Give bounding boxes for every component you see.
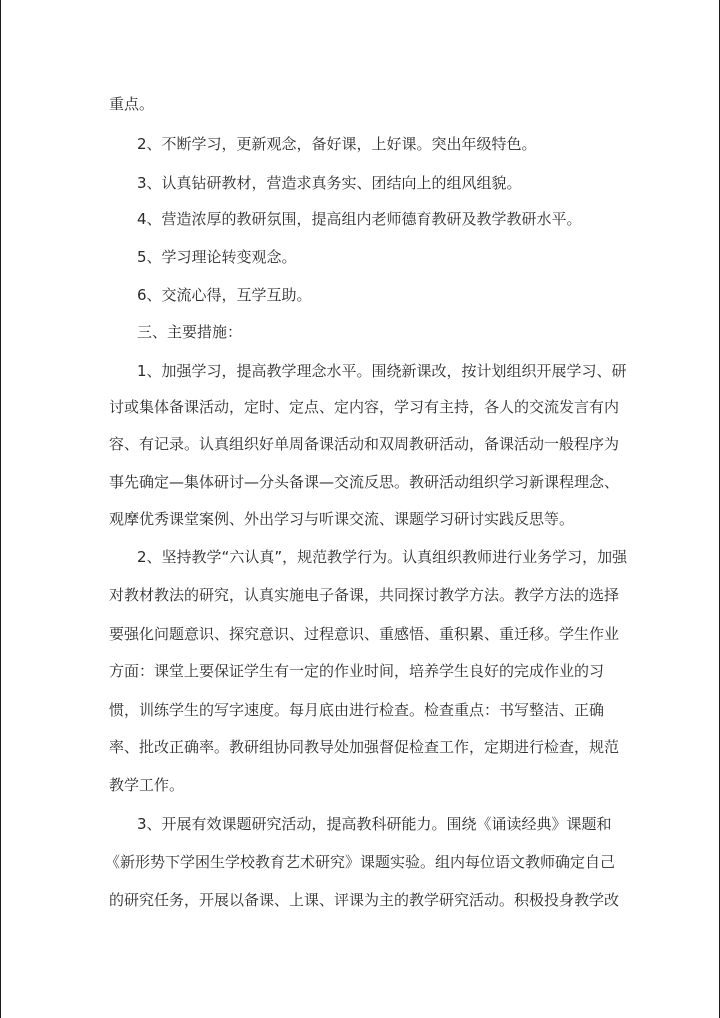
text-line-9: 讨或集体备课活动，定时、定点、定内容，学习有主持，各人的交流发言有内 [109,398,620,416]
text-line-19: 教学工作。 [109,776,185,794]
page-left-border [0,0,1,1018]
text-line-15: 要强化问题意识、探究意识、过程意识、重感悟、重积累、重迁移。学生作业 [109,625,620,643]
text-line-2: 2、不断学习，更新观念，备好课，上好课。突出年级特色。 [137,135,537,153]
text-line-17: 惯，训练学生的写字速度。每月底由进行检查。检查重点：书写整洁、正确 [109,701,605,719]
text-line-5: 5、学习理论转变观念。 [137,248,297,266]
text-line-11: 事先确定—集体研讨—分头备课—交流反思。教研活动组织学习新课程理念、 [109,473,620,491]
text-line-3: 3、认真钻研教材，营造求真务实、团结向上的组风组貌。 [137,174,522,192]
text-line-22: 的研究任务，开展以备课、上课、评课为主的教学研究活动。积极投身教学改 [109,891,620,909]
text-line-20: 3、开展有效课题研究活动，提高教科研能力。围绕《诵读经典》课题和 [137,815,612,833]
text-line-14: 对教材教法的研究，认真实施电子备课，共同探讨教学方法。教学方法的选择 [109,586,620,604]
text-line-8: 1、加强学习，提高教学理念水平。围绕新课改，按计划组织开展学习、研 [137,362,627,380]
section-heading: 三、主要措施： [137,323,243,341]
text-line-16: 方面：课堂上要保证学生有一定的作业时间，培养学生良好的完成作业的习 [109,662,605,680]
text-line-6: 6、交流心得，互学互助。 [137,286,312,304]
text-line-4: 4、营造浓厚的教研氛围，提高组内老师德育教研及教学教研水平。 [137,210,582,228]
text-line-18: 率、批改正确率。教研组协同教导处加强督促检查工作，定期进行检查，规范 [109,738,620,756]
text-line-1: 重点。 [109,95,155,113]
text-line-13: 2、坚持教学“六认真”，规范教学行为。认真组织教师进行业务学习，加强 [137,548,628,566]
text-line-21: 《新形势下学困生学校教育艺术研究》课题实验。组内每位语文教师确定自己 [105,853,616,871]
text-line-12: 观摩优秀课堂案例、外出学习与听课交流、课题学习研讨实践反思等。 [109,510,575,528]
text-line-10: 容、有记录。认真组织好单周备课活动和双周教研活动，备课活动一般程序为 [109,435,620,453]
